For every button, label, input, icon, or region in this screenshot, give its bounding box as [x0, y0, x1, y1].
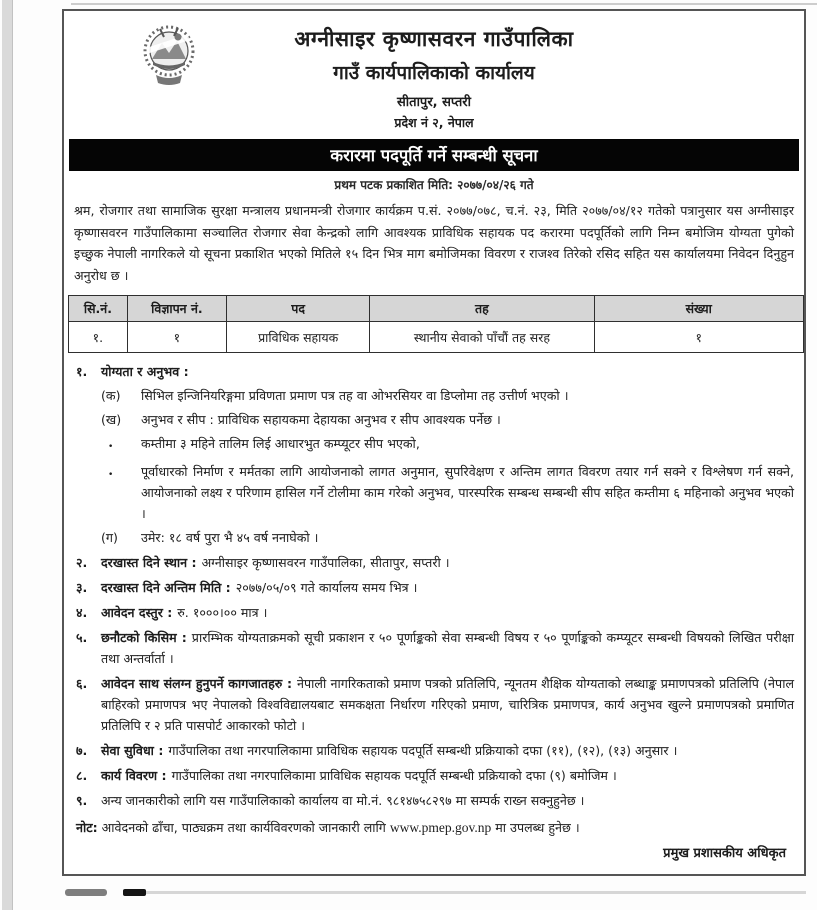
sub-item [101, 461, 794, 524]
item-text: २०७७/०५/०९ गते कार्यालय समय भित्र । [235, 580, 418, 595]
province-line: प्रदेश नं २, नेपाल [394, 115, 474, 130]
note-url: www.pmep.gov.np [389, 820, 492, 835]
item-label: कार्य विवरण : [101, 768, 167, 783]
top-divider-line [71, 3, 817, 5]
horizontal-scrollbar-thumb[interactable] [123, 889, 146, 896]
notice-document [62, 9, 806, 876]
item-number: ३. [76, 580, 88, 595]
item-number: ५. [76, 630, 88, 645]
cell-serial-no: १. [69, 322, 128, 353]
item-text: अग्नीसाइर कृष्णासवरन गाउँपालिका, सीतापुर, सप्तरी । [201, 555, 450, 570]
col-count: संख्या [594, 296, 804, 322]
item-text: रु. १०००।०० मात्र । [177, 605, 268, 620]
item-label: आवेदन दस्तुर : [101, 605, 173, 620]
item-text: गाउँपालिका तथा नगरपालिकामा प्राविधिक सहायक पदपूर्ति सम्बन्धी प्रक्रियाको दफा (९) बमोजिम । [171, 768, 617, 783]
table-row [69, 322, 804, 353]
list-item [76, 673, 794, 736]
item-text: अन्य जानकारीको लागि यस गाउँपालिकाको कार्यालय वा मो.नं. ९८१४७५८२९७ मा सम्पर्क राख्न सक्नुहुनेछ । [101, 793, 585, 808]
item-text: प्रारम्भिक योग्यताक्रमको सूची प्रकाशन र ५० पूर्णाङ्कको सेवा सम्बन्धी विषय र ५० पूर्णाङ्कको कम्प्यूटर सम्बन्धी विषयको लिखित परीक्षा तथा अन्तर्वार्ता । [101, 630, 795, 666]
intro-paragraph: श्रम, रोजगार तथा सामाजिक सुरक्षा मन्त्रालय प्रधानमन्त्री रोजगार कार्यक्रम प.सं. २०७७/०७८, च.नं. २३, मिति २०७७/०४/१२ गतेको पत्रानुसार यस अग्नीसाइर कृष्णासवरन गाउँपालिकामा सञ्चालित रोजगार सेवा केन्द्रको लागि आवश्यक प्राविधिक सहायक पद करारमा पदपूर्तिको लागि निम्न बमोजिम योग्यता पुगेको इच्छुक नेपाली नागरिकले यो सूचना प्रकाशित भएको मितिले १५ दिन भित्र माग बमोजिमका विवरण र राजश्व तिरेको रसिद सहित यस कार्यालयमा निवेदन दिनुहुन अनुरोध छ । [74, 203, 794, 283]
cell-level: स्थानीय सेवाको पाँचौं तह सरह [370, 322, 594, 353]
item-label: दरखास्त दिने अन्तिम मिति : [101, 580, 231, 595]
bullet-icon: • [108, 470, 114, 480]
item-number: २. [76, 555, 88, 570]
list-item [76, 627, 794, 669]
list-item [76, 790, 794, 811]
list-item [76, 552, 794, 573]
item-label: आवेदन साथ संलग्न हुनुपर्ने कागजातहरु : [101, 676, 293, 691]
signatory-title: प्रमुख प्रशासकीय अधिकृत [663, 846, 786, 861]
published-date-line: प्रथम पटक प्रकाशित मिति: २०७७/०४/२६ गते [334, 178, 534, 192]
item-label: दरखास्त दिने स्थान : [101, 555, 197, 570]
item-number: ६. [76, 676, 88, 691]
item-label: योग्यता र अनुभव : [101, 364, 189, 379]
item-label: छनौटको किसिम : [101, 630, 187, 645]
list-item [76, 361, 794, 382]
sub-item-text: कम्तीमा ३ महिने तालिम लिई आधारभुत कम्प्यूटर सीप भएको, [141, 436, 420, 451]
item-text: गाउँपालिका तथा नगरपालिकामा प्राविधिक सहायक पदपूर्ति सम्बन्धी प्रक्रियाको दफा (११), (१२), (१३) अनुसार । [168, 743, 678, 758]
footnote [76, 819, 794, 836]
list-item [76, 765, 794, 786]
list-item [76, 602, 794, 623]
horizontal-scrollbar-thumb-left[interactable] [65, 889, 107, 896]
sub-item-marker: (क) [101, 388, 121, 403]
sub-item [101, 527, 794, 548]
sub-item-marker: (ख) [101, 412, 122, 427]
notice-title: करारमा पदपूर्ति गर्ने सम्बन्धी सूचना [330, 146, 538, 165]
sub-item [101, 409, 794, 430]
item-number: ९. [76, 793, 88, 808]
cell-advert-no: १ [127, 322, 226, 353]
item-number: ४. [76, 605, 88, 620]
item-text: नेपाली नागरिकताको प्रमाण पत्रको प्रतिलिपि, न्यूनतम शैक्षिक योग्यताको लब्धाङ्क प्रमाणपत्रको प्रतिलिपि (नेपाल बाहिरको प्रमाणपत्र भए नेपालको विश्वविद्यालयबाट समकक्षता निर्धारण गरिएको प्रमाण, चारित्रिक प्रमाणपत्र, कार्य अनुभव खुल्ने प्रमाणपत्रको प्रमाणित प्रतिलिपि र २ प्रति पासपोर्ट आकारको फोटो । [101, 676, 795, 733]
office-name: गाउँ कार्यपालिकाको कार्यालय [333, 62, 535, 84]
cell-post: प्राविधिक सहायक [227, 322, 370, 353]
note-label: नोट: [76, 820, 98, 835]
item-number: १. [76, 364, 88, 379]
sub-item-text: उमेर: १८ वर्ष पुरा भै ४५ वर्ष ननाघेको । [141, 530, 319, 545]
note-text-after-url: मा उपलब्ध हुनेछ । [491, 820, 580, 835]
sub-item [101, 433, 794, 458]
col-serial-no: सि.नं. [69, 296, 128, 322]
notice-title-banner [69, 139, 799, 171]
item-number: ७. [76, 743, 88, 758]
list-item [76, 740, 794, 761]
cell-count: १ [594, 322, 804, 353]
item-number: ८. [76, 768, 88, 783]
municipality-name: अग्नीसाइर कृष्णासवरन गाउँपालिका [294, 27, 574, 51]
table-header-row [69, 296, 804, 322]
horizontal-scrollbar-track[interactable] [146, 891, 806, 894]
note-text-before-url: आवेदनको ढाँचा, पाठ्यक्रम तथा कार्यविवरणको जानकारी लागि [101, 820, 390, 835]
office-address: सीतापुर, सप्तरी [397, 95, 471, 110]
sub-item [101, 385, 794, 406]
item-label: सेवा सुविधा : [101, 743, 164, 758]
col-level: तह [370, 296, 594, 322]
nepal-emblem-icon [140, 23, 198, 87]
sub-item-text: अनुभव र सीप : प्राविधिक सहायकमा देहायका अनुभव र सीप आवश्यक पर्नेछ । [141, 412, 501, 427]
bullet-icon: • [108, 442, 114, 452]
sub-item-text: पूर्वाधारको निर्माण र मर्मतका लागि आयोजनाको लागत अनुमान, सुपरिवेक्षण र अन्तिम लागत विवरण तयार गर्न सक्ने र विश्लेषण गर्न सक्ने, आयोजनाको लक्ष्य र परिणाम हासिल गर्ने टोलीमा काम गरेको अनुभव, पारस्परिक सम्बन्ध सम्बन्धी सीप सहित कम्तीमा ६ महिनाको अनुभव भएको । [141, 464, 794, 521]
list-item [76, 577, 794, 598]
sub-item-text: सिभिल इन्जिनियरिङ्गमा प्रविणता प्रमाण पत्र तह वा ओभरसियर वा डिप्लोमा तह उत्तीर्ण भएको । [141, 388, 569, 403]
vacancy-table [68, 295, 804, 353]
document-header [64, 15, 804, 131]
left-scrollbar-track[interactable] [2, 0, 13, 910]
col-advert-no: विज्ञापन नं. [127, 296, 226, 322]
col-post: पद [227, 296, 370, 322]
conditions-list [76, 361, 794, 811]
sub-item-marker: (ग) [101, 530, 118, 545]
